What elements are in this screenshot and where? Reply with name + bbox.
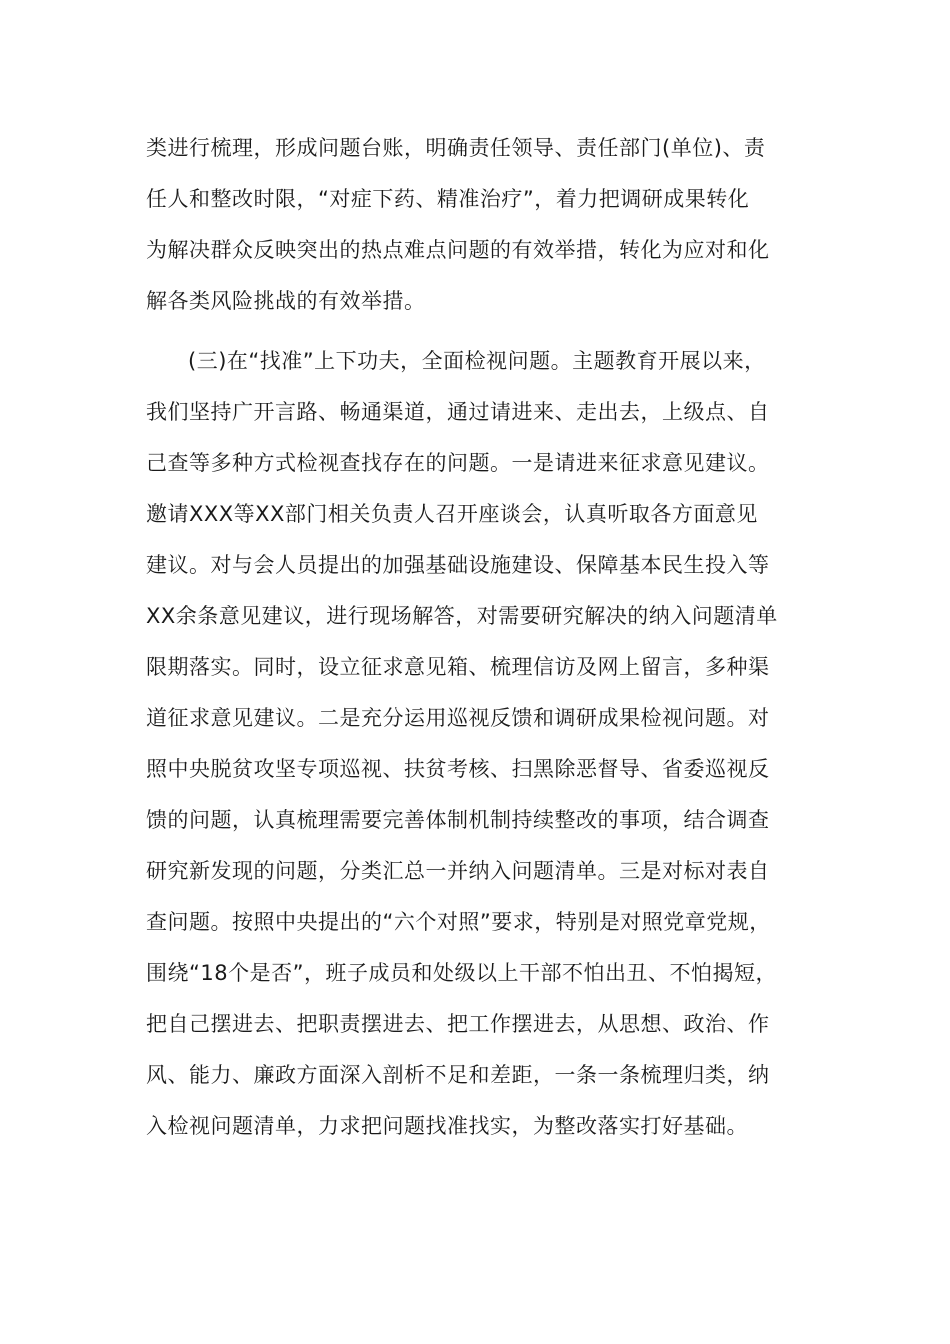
text-line: 己查等多种方式检视查找存在的问题。一是请进来征求意见建议。 (146, 451, 770, 475)
text-line: 道征求意见建议。二是充分运用巡视反馈和调研成果检视问题。对 (146, 706, 770, 730)
text-line: 照中央脱贫攻坚专项巡视、扶贫考核、扫黑除恶督导、省委巡视反 (146, 757, 770, 781)
text-line: 研究新发现的问题，分类汇总一并纳入问题清单。三是对标对表自 (146, 859, 770, 883)
text-line: 建议。对与会人员提出的加强基础设施建设、保障基本民生投入等 (146, 553, 770, 577)
text-line: 为解决群众反映突出的热点难点问题的有效举措，转化为应对和化 (146, 238, 770, 262)
text-line: 解各类风险挑战的有效举措。 (146, 289, 426, 313)
text-line: 限期落实。同时，设立征求意见箱、梳理信访及网上留言，多种渠 (146, 655, 770, 679)
text-line: 邀请XXX等XX部门相关负责人召开座谈会，认真听取各方面意见 (146, 502, 758, 526)
text-line: 馈的问题，认真梳理需要完善体制机制持续整改的事项，结合调查 (146, 808, 770, 832)
text-line: XX余条意见建议，进行现场解答，对需要研究解决的纳入问题清单 (146, 604, 778, 628)
text-line: 我们坚持广开言路、畅通渠道，通过请进来、走出去，上级点、自 (146, 400, 770, 424)
text-line: 类进行梳理，形成问题台账，明确责任领导、责任部门(单位)、责 (146, 136, 766, 160)
text-line: 查问题。按照中央提出的“六个对照”要求，特别是对照党章党规， (146, 910, 771, 934)
text-line: 把自己摆进去、把职责摆进去、把工作摆进去，从思想、政治、作 (146, 1012, 770, 1036)
paragraph-start-line: (三)在“找准”上下功夫，全面检视问题。主题教育开展以来， (188, 349, 766, 373)
text-line: 围绕“18个是否”，班子成员和处级以上干部不怕出丑、不怕揭短， (146, 961, 777, 985)
text-line: 入检视问题清单，力求把问题找准找实，为整改落实打好基础。 (146, 1114, 748, 1138)
text-line: 任人和整改时限，“对症下药、精准治疗”，着力把调研成果转化 (146, 187, 750, 211)
text-line: 风、能力、廉政方面深入剖析不足和差距，一条一条梳理归类，纳 (146, 1063, 770, 1087)
